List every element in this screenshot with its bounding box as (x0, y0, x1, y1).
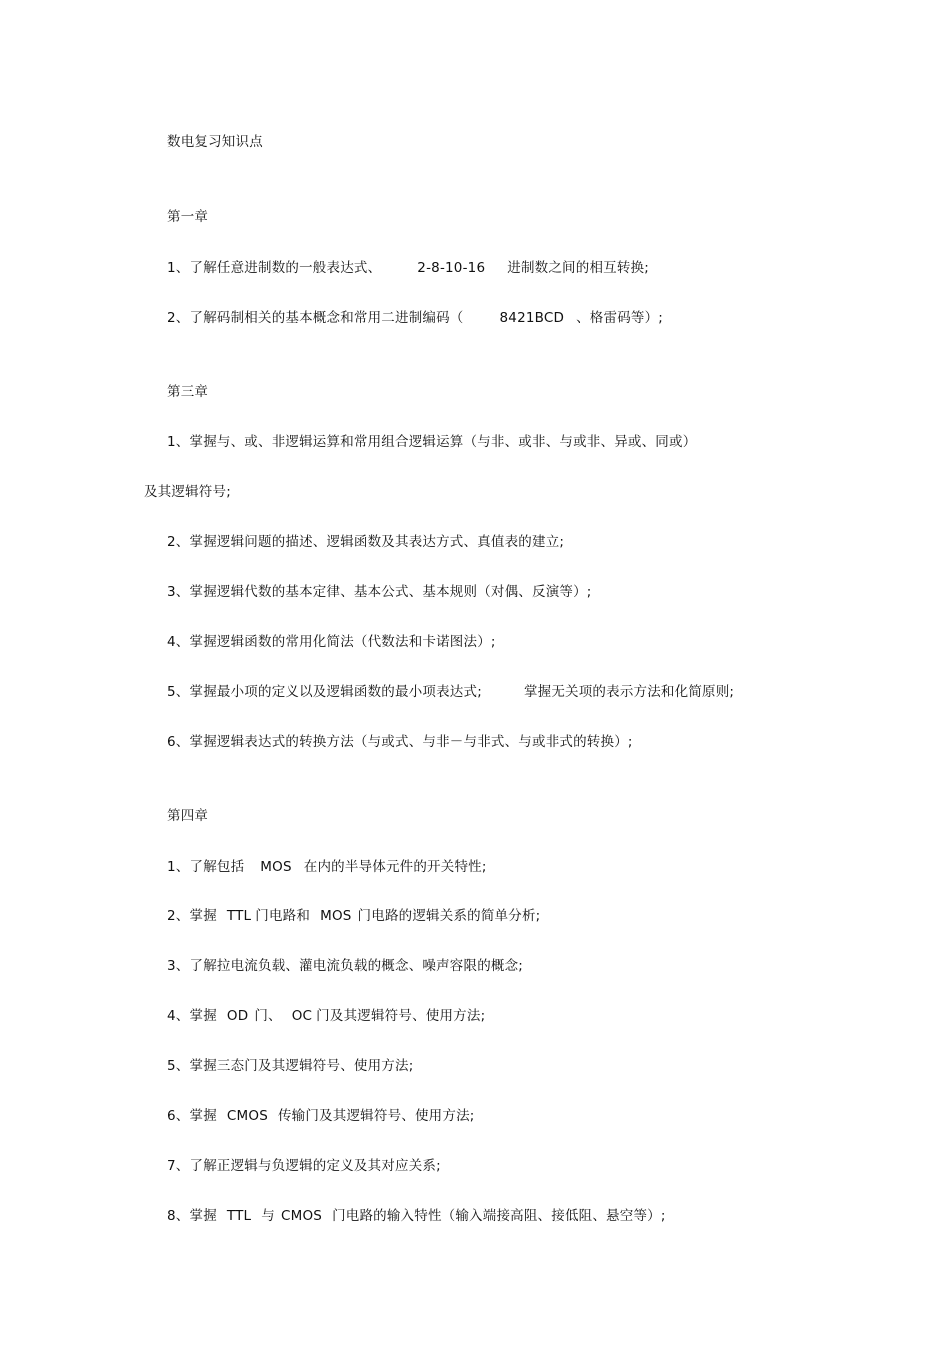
ch4-item3-text: 3、了解拉电流负载、灌电流负载的概念、噪声容限的概念; (167, 958, 524, 974)
ch4-item6-part-a: 6、掌握 (167, 1108, 217, 1124)
ch1-item1-part-c: 进制数之间的相互转换; (507, 260, 649, 276)
chapter-4-item-2 (167, 907, 540, 925)
ch4-item1-part-c: 在内的半导体元件的开关特性; (303, 859, 487, 875)
chapter-1-heading-text: 第一章 (167, 209, 209, 225)
chapter-3-heading-text: 第三章 (167, 384, 209, 400)
document-title (167, 133, 263, 151)
ch4-item6-part-c: 传输门及其逻辑符号、使用方法; (277, 1108, 475, 1124)
ch4-item4-part-d: OC (291, 1008, 313, 1024)
ch4-item7-text: 7、了解正逻辑与负逻辑的定义及其对应关系; (167, 1158, 441, 1174)
chapter-4-item-8 (167, 1207, 666, 1225)
chapter-4-item-1 (167, 858, 487, 876)
chapter-4-item-3 (167, 957, 523, 975)
chapter-3-item-3 (167, 583, 592, 601)
ch4-item2-part-c: 门电路和 (255, 908, 311, 924)
chapter-3-item-4 (167, 633, 496, 651)
ch4-item8-part-a: 8、掌握 (167, 1208, 217, 1224)
ch3-item2-text: 2、掌握逻辑问题的描述、逻辑函数及其表达方式、真值表的建立; (167, 534, 565, 550)
ch4-item2-part-e: 门电路的逻辑关系的简单分析; (357, 908, 541, 924)
ch1-item1-part-b: 2-8-10-16 (417, 260, 486, 276)
chapter-1-heading (167, 208, 208, 226)
ch4-item6-part-b: CMOS (226, 1108, 268, 1124)
ch3-item5-part-a: 5、掌握最小项的定义以及逻辑函数的最小项表达式; (167, 684, 482, 700)
chapter-3-heading (167, 383, 208, 401)
chapter-3-item-5 (167, 683, 734, 701)
ch4-item2-part-d: MOS (320, 908, 352, 924)
chapter-3-item-1-continued (144, 483, 231, 501)
ch4-item4-part-e: 门及其逻辑符号、使用方法; (316, 1008, 486, 1024)
title-text: 数电复习知识点 (167, 134, 263, 150)
ch3-item5-part-b: 掌握无关项的表示方法和化简原则; (523, 684, 735, 700)
ch1-item2-part-a: 2、了解码制相关的基本概念和常用二进制编码（ (167, 310, 464, 326)
ch1-item1-part-a: 1、了解任意进制数的一般表达式、 (167, 260, 382, 276)
chapter-4-item-6 (167, 1107, 475, 1125)
ch3-item3-text: 3、掌握逻辑代数的基本定律、基本公式、基本规则（对偶、反演等）; (167, 584, 592, 600)
chapter-4-heading-text: 第四章 (167, 808, 209, 824)
ch4-item4-part-c: 门、 (254, 1008, 282, 1024)
ch3-item6-text: 6、掌握逻辑表达式的转换方法（与或式、与非－与非式、与或非式的转换）; (167, 734, 633, 750)
ch4-item4-part-a: 4、掌握 (167, 1008, 217, 1024)
chapter-4-item-7 (167, 1157, 441, 1175)
ch4-item2-part-b: TTL (226, 908, 252, 924)
ch3-item4-text: 4、掌握逻辑函数的常用化简法（代数法和卡诺图法）; (167, 634, 496, 650)
ch4-item1-part-a: 1、了解包括 (167, 859, 245, 875)
ch1-item2-part-c: 、格雷码等）; (576, 310, 664, 326)
chapter-3-item-1 (167, 433, 696, 451)
ch4-item1-part-b: MOS (260, 859, 292, 875)
chapter-4-item-5 (167, 1057, 413, 1075)
chapter-4-item-4 (167, 1007, 485, 1025)
chapter-1-item-1 (167, 259, 649, 277)
ch4-item2-part-a: 2、掌握 (167, 908, 217, 924)
chapter-1-item-2 (167, 309, 663, 327)
ch3-item1-text: 1、掌握与、或、非逻辑运算和常用组合逻辑运算（与非、或非、与或非、异或、同或） (167, 434, 697, 450)
chapter-3-item-2 (167, 533, 564, 551)
ch4-item8-part-c: 与 (261, 1208, 275, 1224)
ch4-item8-part-b: TTL (226, 1208, 252, 1224)
chapter-4-heading (167, 807, 208, 825)
ch3-item1-continued-text: 及其逻辑符号; (144, 484, 231, 500)
ch1-item2-part-b: 8421BCD (499, 310, 565, 326)
ch4-item8-part-d: CMOS (280, 1208, 323, 1224)
ch4-item4-part-b: OD (226, 1008, 249, 1024)
ch4-item5-text: 5、掌握三态门及其逻辑符号、使用方法; (167, 1058, 414, 1074)
ch4-item8-part-e: 门电路的输入特性（输入端接高阻、接低阻、悬空等）; (332, 1208, 666, 1224)
chapter-3-item-6 (167, 733, 633, 751)
